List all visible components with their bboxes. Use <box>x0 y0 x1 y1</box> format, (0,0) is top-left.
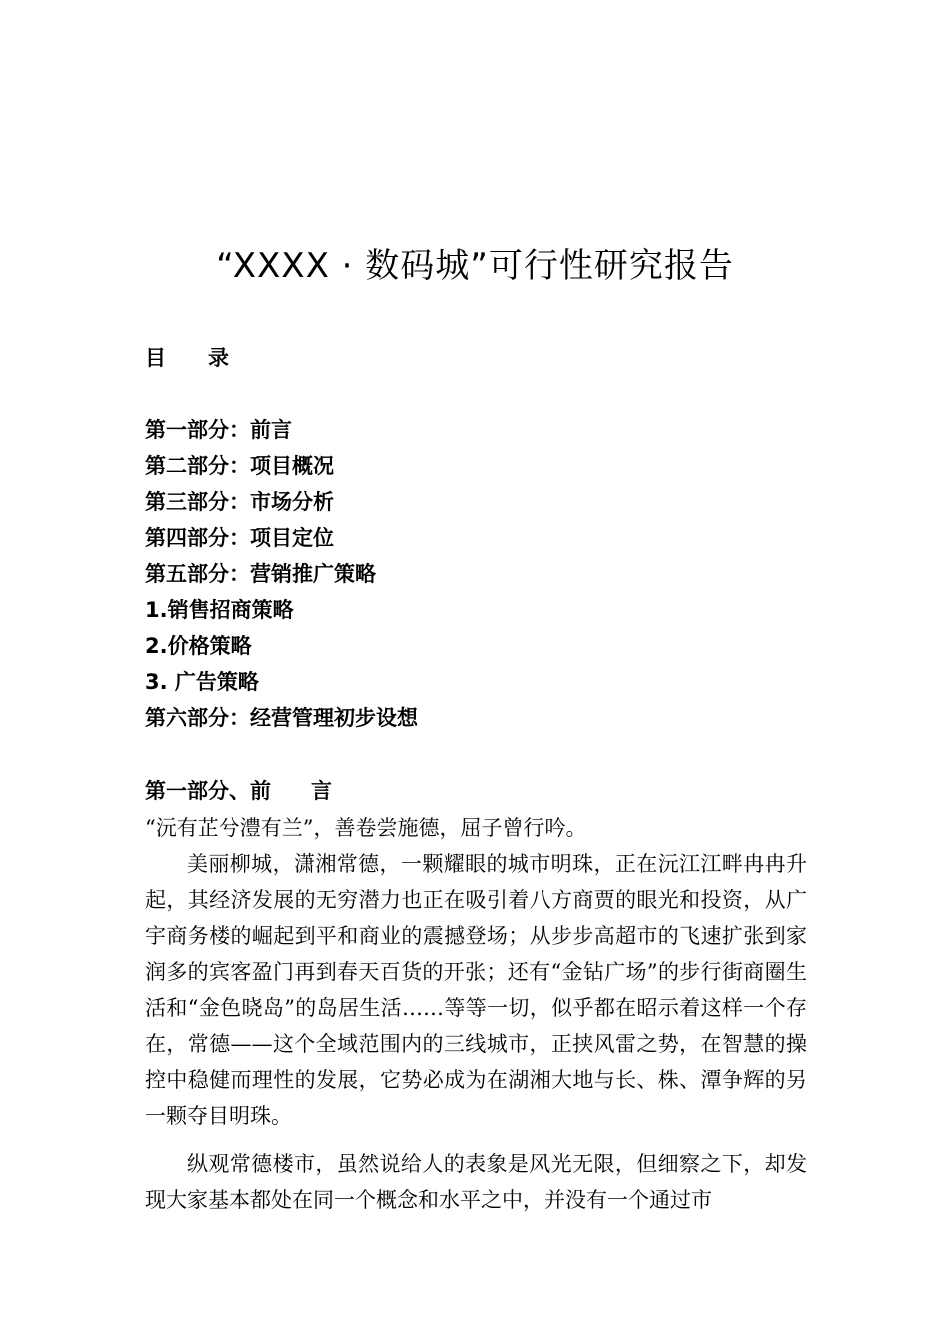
toc-item: 2.价格策略 <box>145 634 252 658</box>
section-heading-left: 第一部分、前 <box>145 779 271 803</box>
opening-quote: “沅有芷兮澧有兰”，善卷尝施德，屈子曾行吟。 <box>145 816 587 840</box>
section-heading <box>145 774 332 808</box>
table-of-contents <box>145 412 418 736</box>
toc-item: 第六部分：经营管理初步设想 <box>145 706 418 730</box>
toc-item: 3. 广告策略 <box>145 670 259 694</box>
toc-item: 第二部分：项目概况 <box>145 454 334 478</box>
document-title: “XXXX · 数码城”可行性研究报告 <box>216 246 734 286</box>
toc-heading <box>145 343 229 373</box>
toc-item: 第三部分：市场分析 <box>145 490 334 514</box>
toc-heading-right: 录 <box>208 346 229 370</box>
toc-heading-left: 目 <box>145 346 166 370</box>
section-heading-right: 言 <box>311 779 332 803</box>
body-paragraph: 美丽柳城，潇湘常德，一颗耀眼的城市明珠，正在沅江江畔冉冉升起，其经济发展的无穷潜力也正在吸引着八方商贾的眼光和投资，从广宇商务楼的崛起到平和商业的震撼登场；从步步高超市的飞速扩张到家润多的宾客盈门再到春天百货的开张；还有“金钻广场”的步行街商圈生活和“金色晓岛”的岛居生活……等等一切，似乎都在昭示着这样一个存在，常德——这个全域范围内的三线城市，正挟风雷之势，在智慧的操控中稳健而理性的发展，它势必成为在湖湘大地与长、株、潭争辉的另一颗夺目明珠。 <box>145 852 807 1128</box>
toc-item: 1.销售招商策略 <box>145 598 294 622</box>
toc-item: 第五部分：营销推广策略 <box>145 562 376 586</box>
body-paragraph: 纵观常德楼市，虽然说给人的表象是风光无限，但细察之下，却发现大家基本都处在同一个概念和水平之中，并没有一个通过市 <box>145 1152 807 1212</box>
toc-item: 第一部分：前言 <box>145 418 292 442</box>
toc-item: 第四部分：项目定位 <box>145 526 334 550</box>
